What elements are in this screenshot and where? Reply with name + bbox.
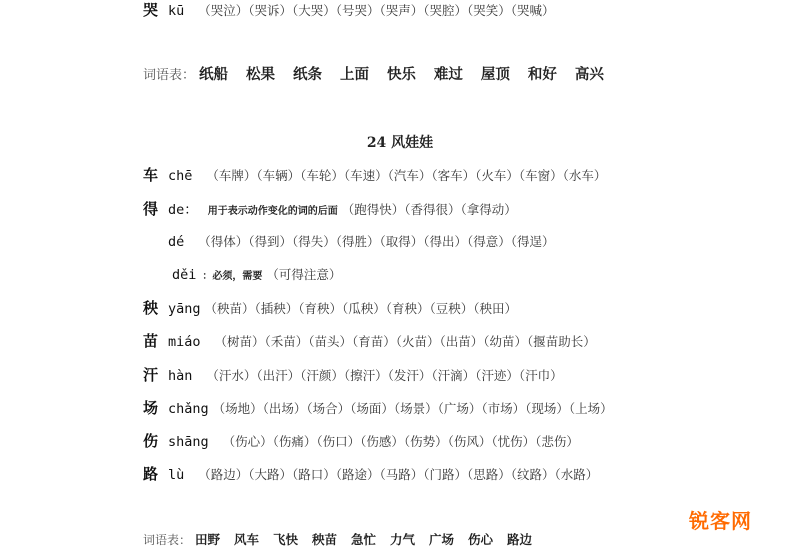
entry-words: （可得注意） [266, 267, 342, 282]
entry-pinyin: de： [168, 202, 198, 218]
entry-pinyin: kū [168, 3, 185, 19]
vocab-word: 纸船 [199, 66, 228, 83]
entry-char: 车 [143, 166, 159, 184]
vocab-label: 词语表： [143, 533, 192, 547]
entry-note: 用于表示动作变化的词的后面 [207, 206, 338, 217]
entry-pinyin: chǎng [168, 401, 209, 417]
vocab-word: 高兴 [574, 66, 604, 83]
entry-shang [143, 432, 579, 451]
vocab-word: 广场 [429, 532, 455, 547]
watermark-logo: 锐客网 [689, 509, 752, 533]
entry-char: 场 [143, 399, 159, 417]
vocab-word: 屋顶 [480, 66, 510, 83]
entry-dei [172, 266, 341, 286]
vocab-word: 飞快 [273, 532, 299, 547]
entry-char: 苗 [143, 332, 159, 350]
entry-de [143, 200, 517, 221]
vocab-word: 上面 [339, 66, 369, 83]
entry-de2 [168, 233, 555, 251]
vocab-word: 伤心 [468, 532, 494, 547]
vocab-label: 词语表： [143, 68, 196, 83]
entry-words: （车牌）（车辆）（车轮）（车速）（汽车）（客车）（火车）（车窗）（水车） [206, 168, 607, 183]
entry-note: ：必须，需要 [202, 271, 263, 282]
vocab-word: 快乐 [386, 66, 416, 83]
entry-words: （哭泣）（哭诉）（大哭）（号哭）（哭声）（哭腔）（哭笑）（哭喊） [198, 3, 555, 18]
entry-pinyin: yāng [168, 301, 201, 317]
entry-words: （汗水）（出汗）（汗颜）（擦汗）（发汗）（汗滴）（汗迹）（汗巾） [206, 368, 563, 383]
vocab-word: 急忙 [351, 532, 377, 547]
entry-miao [143, 332, 596, 351]
vocab-list-1 [143, 66, 618, 85]
entry-words: （得体）（得到）（得失）（得胜）（取得）（得出）（得意）（得逞） [198, 234, 555, 249]
entry-words: （秧苗）（插秧）（育秧）（瓜秧）（育秧）（豆秧）（秧田） [204, 301, 518, 316]
vocab-word: 风车 [234, 532, 260, 547]
vocab-word: 力气 [390, 532, 416, 547]
entry-char: 秧 [143, 299, 159, 317]
entry-yang [143, 299, 517, 318]
lesson-title: 24 风娃娃 [366, 135, 434, 151]
entry-char: 哭 [143, 1, 159, 19]
vocab-word: 田野 [195, 532, 221, 547]
entry-words: （跑得快）（香得很）（拿得动） [341, 202, 517, 217]
vocab-word: 纸条 [292, 66, 322, 83]
vocab-word: 难过 [433, 66, 463, 83]
entry-char: 路 [143, 465, 159, 483]
vocab-word: 路边 [507, 532, 533, 547]
entry-chang [143, 399, 613, 418]
entry-pinyin: dé [168, 234, 185, 250]
entry-pinyin: shāng [168, 434, 209, 450]
entry-char: 得 [143, 200, 159, 218]
entry-han [143, 366, 563, 385]
entry-che [143, 166, 606, 185]
entry-char: 伤 [143, 432, 159, 450]
entry-words: （树苗）（禾苗）（苗头）（育苗）（火苗）（出苗）（幼苗）（揠苗助长） [214, 334, 596, 349]
entry-pinyin: lù [168, 467, 185, 483]
entry-ku [143, 1, 555, 20]
entry-words: （伤心）（伤痛）（伤口）（伤感）（伤势）（伤风）（忧伤）（悲伤） [222, 434, 579, 449]
entry-words: （路边）（大路）（路口）（路途）（马路）（门路）（思路）（纹路）（水路） [198, 467, 599, 482]
entry-char: 汗 [143, 366, 159, 384]
entry-lu [143, 465, 598, 484]
vocab-word: 松果 [245, 66, 275, 83]
entry-pinyin: hàn [168, 368, 193, 384]
entry-pinyin: chē [168, 168, 193, 184]
entry-words: （场地）（出场）（场合）（场面）（场景）（广场）（市场）（现场）（上场） [212, 401, 613, 416]
vocab-list-2 [143, 531, 542, 549]
entry-pinyin: děi [172, 267, 197, 283]
entry-pinyin: miáo [168, 334, 201, 350]
vocab-word: 秧苗 [312, 532, 338, 547]
vocab-word: 和好 [527, 66, 557, 83]
